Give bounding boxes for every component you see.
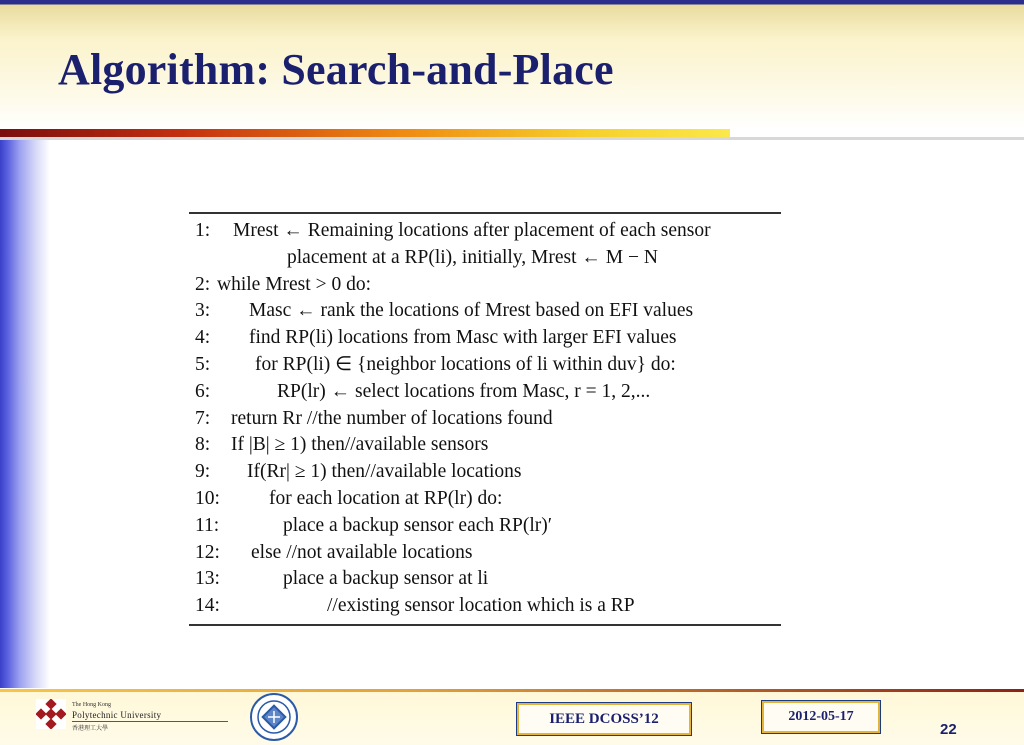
algorithm-line xyxy=(189,406,781,433)
line-text: for each location at RP(lr) do: xyxy=(269,487,503,509)
algorithm-line xyxy=(189,325,781,352)
page-number: 22 xyxy=(940,721,957,738)
university-seal-icon xyxy=(247,692,301,742)
line-text: else //not available locations xyxy=(251,541,473,563)
polyu-logo-icon xyxy=(36,699,66,729)
line-number: 1: xyxy=(195,220,211,241)
line-text: Masc ← rank the locations of Mrest based on EFI values xyxy=(249,300,694,322)
line-text: while Mrest > 0 do: xyxy=(217,273,371,295)
line-number: 11: xyxy=(195,514,220,536)
algorithm-box xyxy=(189,212,781,626)
algorithm-line xyxy=(189,245,781,272)
line-number: 2: xyxy=(195,273,211,295)
algorithm-line xyxy=(189,459,781,486)
line-number: 14: xyxy=(195,595,220,617)
slide-title: Algorithm: Search-and-Place xyxy=(58,45,614,94)
algorithm-line xyxy=(189,566,781,593)
algorithm-line xyxy=(189,352,781,379)
line-number: 4: xyxy=(195,327,211,349)
line-text: Mrest ← Remaining locations after placement of each sensor xyxy=(233,220,711,241)
algorithm-line xyxy=(189,540,781,567)
line-text: for RP(li) ∈ {neighbor locations of li within duv} do: xyxy=(255,353,676,375)
line-text: placement at a RP(li), initially, Mrest ← M − N xyxy=(287,246,658,268)
algorithm-line xyxy=(189,298,781,325)
left-accent-bar xyxy=(0,140,50,688)
polyu-chinese-name: 香港理工大學 xyxy=(72,726,109,732)
polyu-name: Polytechnic University xyxy=(72,710,162,720)
header-divider xyxy=(0,137,1024,140)
algorithm-line xyxy=(189,379,781,406)
line-number: 8: xyxy=(195,434,211,456)
polyu-small-text: The Hong Kong xyxy=(72,702,111,708)
algorithm-line xyxy=(189,272,781,299)
line-text: If(Rr| ≥ 1) then//available locations xyxy=(247,461,522,483)
line-number: 13: xyxy=(195,568,220,590)
algorithm-line xyxy=(189,513,781,540)
line-number: 7: xyxy=(195,407,211,429)
line-number: 6: xyxy=(195,380,211,402)
line-number: 9: xyxy=(195,461,211,483)
algorithm-line xyxy=(189,486,781,513)
algorithm-line xyxy=(189,593,781,620)
line-text: place a backup sensor each RP(lr)′ xyxy=(283,514,553,536)
line-text: //existing sensor location which is a RP xyxy=(327,595,635,617)
date-badge: 2012-05-17 xyxy=(762,701,880,733)
header-gradient-stripe xyxy=(0,129,730,137)
conference-badge: IEEE DCOSS’12 xyxy=(517,703,691,735)
line-number: 3: xyxy=(195,300,211,322)
line-number: 5: xyxy=(195,353,211,375)
line-text: find RP(li) locations from Masc with larger EFI values xyxy=(249,327,677,349)
polyu-logo xyxy=(36,699,228,733)
algorithm-line xyxy=(189,432,781,459)
line-number: 10: xyxy=(195,487,220,509)
line-text: If |B| ≥ 1) then//available sensors xyxy=(231,434,489,456)
polyu-logo-rule xyxy=(72,721,228,722)
line-text: return Rr //the number of locations found xyxy=(231,407,553,429)
line-number: 12: xyxy=(195,541,220,563)
algorithm-line xyxy=(189,218,781,245)
line-text: place a backup sensor at li xyxy=(283,568,489,590)
line-text: RP(lr) ← select locations from Masc, r = 1, 2,... xyxy=(277,380,651,402)
